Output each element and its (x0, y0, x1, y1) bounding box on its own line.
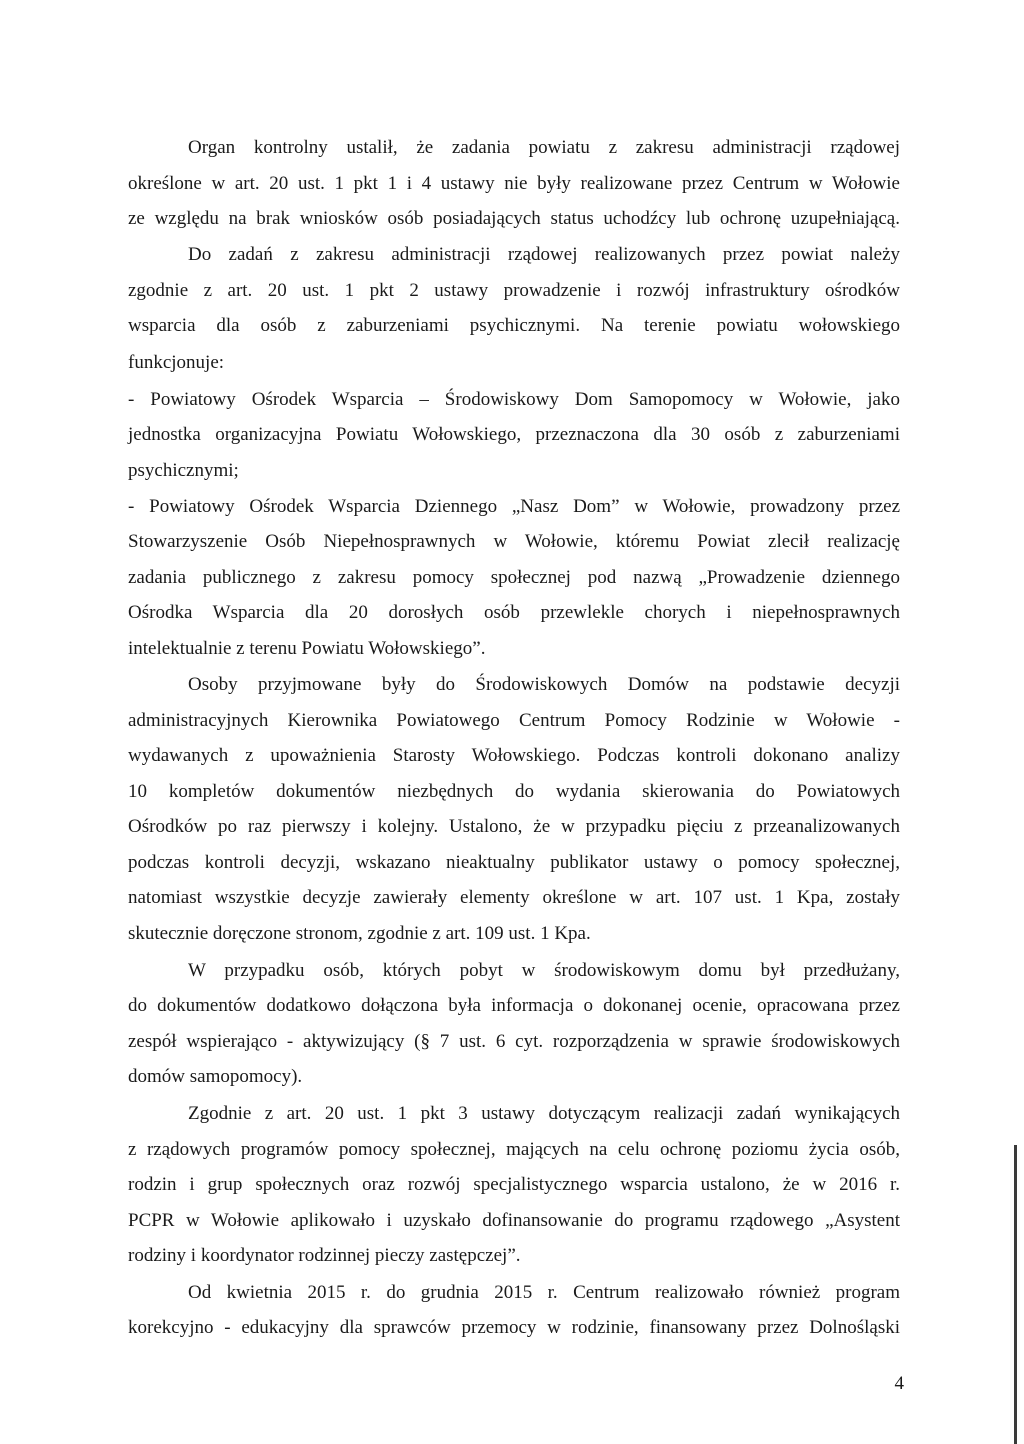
text-line: funkcjonuje: (128, 352, 225, 373)
text-line: podczas kontroli decyzji, wskazano nieaktualny publikator ustawy o pomocy społecznej, (128, 852, 900, 873)
text-line: - Powiatowy Ośrodek Wsparcia – Środowiskowy Dom Samopomocy w Wołowie, jako (128, 389, 900, 410)
text-line: domów samopomocy). (128, 1066, 303, 1087)
text-line: ze względu na brak wniosków osób posiadających status uchodźcy lub ochronę uzupełniającą. (128, 208, 900, 229)
text-line: natomiast wszystkie decyzje zawierały elementy określone w art. 107 ust. 1 Kpa, zostały (128, 887, 900, 908)
text-line: Od kwietnia 2015 r. do grudnia 2015 r. Centrum realizowało również program (188, 1282, 900, 1303)
text-line: do dokumentów dodatkowo dołączona była informacja o dokonanej ocenie, opracowana przez (128, 995, 900, 1016)
text-line: skutecznie doręczone stronom, zgodnie z art. 109 ust. 1 Kpa. (128, 923, 591, 944)
text-line: rodzin i grup społecznych oraz rozwój specjalistycznego wsparcia ustalono, że w 2016 r. (128, 1174, 900, 1195)
text-line: Organ kontrolny ustalił, że zadania powiatu z zakresu administracji rządowej (188, 137, 900, 158)
text-line: psychicznymi; (128, 460, 239, 481)
text-line: PCPR w Wołowie aplikowało i uzyskało dofinansowanie do programu rządowego „Asystent (128, 1210, 900, 1231)
text-line: Zgodnie z art. 20 ust. 1 pkt 3 ustawy dotyczącym realizacji zadań wynikających (188, 1103, 900, 1124)
text-line: wydawanych z upoważnienia Starosty Wołowskiego. Podczas kontroli dokonano analizy (128, 745, 900, 766)
scan-edge-line (1014, 1145, 1017, 1444)
text-line: zadania publicznego z zakresu pomocy społecznej pod nazwą „Prowadzenie dziennego (128, 567, 900, 588)
text-line: zgodnie z art. 20 ust. 1 pkt 2 ustawy prowadzenie i rozwój infrastruktury ośrodków (128, 280, 900, 301)
text-line: Osoby przyjmowane były do Środowiskowych Domów na podstawie decyzji (188, 674, 900, 695)
text-line: W przypadku osób, których pobyt w środowiskowym domu był przedłużany, (188, 960, 900, 981)
text-line: określone w art. 20 ust. 1 pkt 1 i 4 ustawy nie były realizowane przez Centrum w Wołowie (128, 173, 900, 194)
text-line: Stowarzyszenie Osób Niepełnosprawnych w Wołowie, któremu Powiat zlecił realizację (128, 531, 900, 552)
text-line: administracyjnych Kierownika Powiatowego Centrum Pomocy Rodzinie w Wołowie - (128, 710, 900, 731)
text-line: wsparcia dla osób z zaburzeniami psychicznymi. Na terenie powiatu wołowskiego (128, 315, 900, 336)
text-line: - Powiatowy Ośrodek Wsparcia Dziennego „Nasz Dom” w Wołowie, prowadzony przez (128, 496, 900, 517)
text-line: Ośrodka Wsparcia dla 20 dorosłych osób przewlekle chorych i niepełnosprawnych (128, 602, 900, 623)
text-line: intelektualnie z terenu Powiatu Wołowskiego”. (128, 638, 486, 659)
text-line: 10 kompletów dokumentów niezbędnych do wydania skierowania do Powiatowych (128, 781, 900, 802)
text-line: z rządowych programów pomocy społecznej, mających na celu ochronę poziomu życia osób, (128, 1139, 900, 1160)
page-number: 4 (894, 1373, 904, 1394)
text-line: Do zadań z zakresu administracji rządowej realizowanych przez powiat należy (188, 244, 900, 265)
text-line: jednostka organizacyjna Powiatu Wołowskiego, przeznaczona dla 30 osób z zaburzeniami (128, 424, 900, 445)
text-line: korekcyjno - edukacyjny dla sprawców przemocy w rodzinie, finansowany przez Dolnośląski (128, 1317, 900, 1338)
text-line: Ośrodków po raz pierwszy i kolejny. Ustalono, że w przypadku pięciu z przeanalizowanych (128, 816, 900, 837)
text-line: rodziny i koordynator rodzinnej pieczy zastępczej”. (128, 1245, 521, 1266)
text-line: zespół wspierająco - aktywizujący (§ 7 ust. 6 cyt. rozporządzenia w sprawie środowiskowych (128, 1031, 900, 1052)
